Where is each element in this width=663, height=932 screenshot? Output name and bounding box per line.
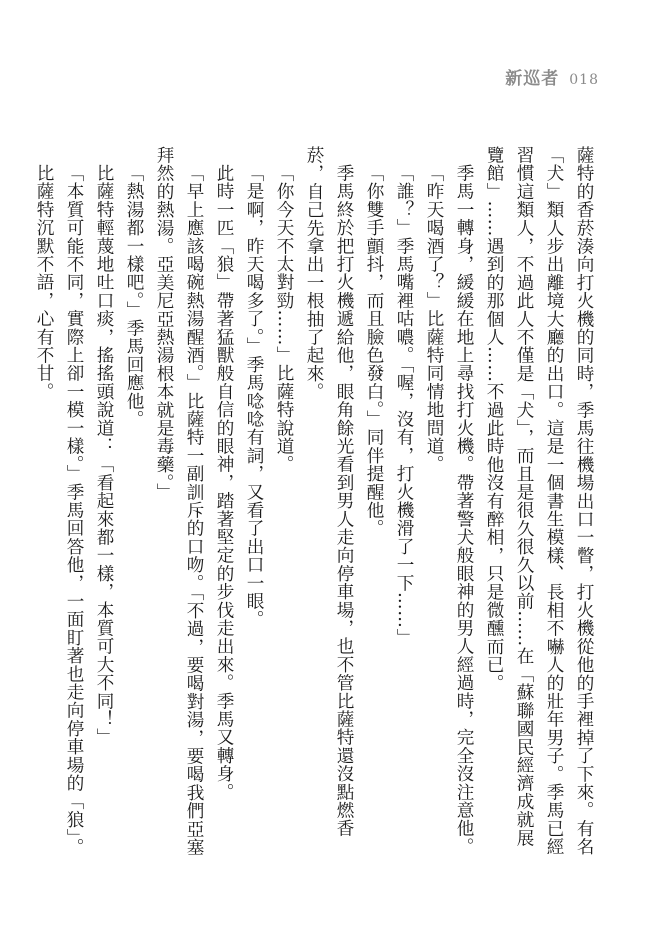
paragraph: 「是啊，昨天喝多了。」季馬唸唸有詞，又看了出口一眼。 bbox=[244, 163, 264, 628]
paragraph: 「誰？」季馬嘴裡咕噥。「喔，沒有，打火機滑了一下……」 bbox=[394, 163, 414, 647]
body-text bbox=[34, 146, 599, 862]
paragraph: 「早上應該喝碗熱湯醒酒。」比薩特一副訓斥的口吻。「不過，要喝對湯，要喝我們亞塞拜然的熱湯。亞美尼亞熱湯根本就是毒藥。」 bbox=[154, 146, 204, 856]
paragraph: 「本質可能不同，實際上卻一模一樣。」季馬回答他，一面盯著也走向停車場的「狼」。 bbox=[64, 163, 84, 856]
paragraph: 季馬一轉身，緩緩在地上尋找打火機。帶著警犬般眼神的男人經過時，完全沒注意他。 bbox=[454, 163, 474, 856]
running-title: 新巡者 bbox=[505, 69, 560, 89]
paragraph: 薩特的香菸湊向打火機的同時，季馬往機場出口一瞥，打火機從他的手裡掉了下來。有名「犬」類人步出離境大廳的出口。這是一個書生模樣、長相不嚇人的壯年男子。季馬已經習慣這類人，不過此人不僅是「犬」，而且是很久很久以前……在「蘇聯國民經濟成就展覽館」……遇到的那個人……不過此時他沒有醉相，只是微醺而已。 bbox=[484, 146, 594, 856]
paragraph: 「昨天喝酒了？」比薩特同情地問道。 bbox=[424, 163, 444, 473]
paragraph: 比薩特輕蔑地吐口痰，搖搖頭說道：「看起來都一樣，本質可大不同！」 bbox=[94, 163, 114, 746]
page-number: 018 bbox=[569, 72, 599, 88]
paragraph: 「熱湯都一樣吧。」季馬回應他。 bbox=[124, 163, 144, 428]
paragraph: 季馬終於把打火機遞給他，眼角餘光看到男人走向停車場，也不管比薩特還沒點燃香菸，自己先拿出一根抽了起來。 bbox=[304, 146, 354, 837]
paragraph: 比薩特沉默不語，心有不甘。 bbox=[34, 163, 54, 401]
paragraph: 「你雙手顫抖，而且臉色發白。」同伴提醒他。 bbox=[364, 163, 384, 537]
paragraph: 此時一匹「狼」帶著猛獸般自信的眼神，踏著堅定的步伐走出來。季馬又轉身。 bbox=[214, 163, 234, 801]
running-header bbox=[505, 64, 599, 89]
paragraph: 「你今天不太對勁……」比薩特說道。 bbox=[274, 163, 294, 473]
